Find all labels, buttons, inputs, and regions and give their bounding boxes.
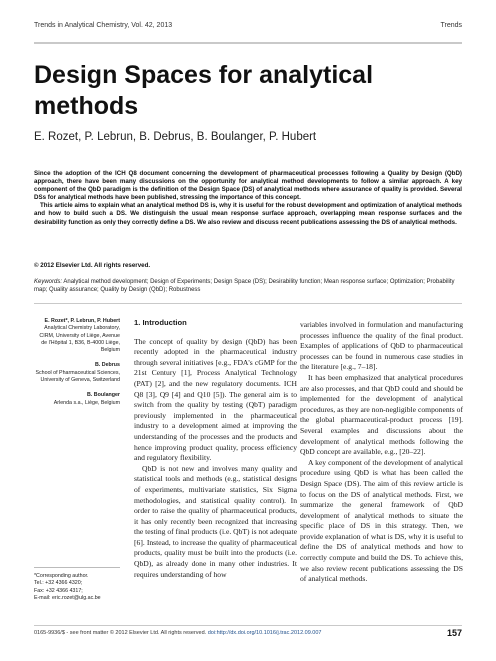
correspondence-tel: Tel.: +32 4366 4320; — [34, 580, 83, 587]
journal-name: Trends in Analytical Chemistry, Vol. 42, 2013 — [34, 22, 173, 29]
title-line-2: methods — [34, 92, 139, 120]
affiliation — [34, 318, 120, 354]
body-paragraph: QbD is not new and involves many quality and statistical tools and methods (e.g., statistical designs of experiments, multivariate statistics, Six Sigma methodologies, and statistical quality control). In order to raise the quality of pharmaceutical products, it has only recently been recognized that increasing the testing of final products (i.e. QbT) is not adequate [6]. Instead, to increase the quality of pharmaceutical products, quality must be built into the products (i.e. QbD), as already done in many other industries. It requires understanding of how — [134, 463, 298, 579]
footer-copyright: 0165-9936/$ - see front matter © 2012 Elsevier Ltd. All rights reserved. — [34, 630, 207, 636]
keywords-divider — [34, 303, 462, 304]
section-label: Trends — [440, 22, 462, 29]
keywords-text: Analytical method development; Design of Experiments; Design Space (DS); Desirability function; Mean response surface; Optimization; Probability map; Quality assurance; Quality by Design (QbD); Robustness — [34, 279, 455, 293]
author-list: E. Rozet, P. Lebrun, B. Debrus, B. Boulanger, P. Hubert — [34, 131, 317, 143]
affiliation — [34, 392, 120, 407]
title-line-1: Design Spaces for analytical — [34, 61, 374, 89]
correspondence — [34, 573, 120, 602]
body-paragraph: The concept of quality by design (QbD) has been recently adopted in the pharmaceutical industry through several initiatives [e.g., FDA's cGMP for the 21st Century [1], Process Analytical Technology (PAT) [2], and the new regulatory documents. ICH Q8 [3], Q9 [4] and Q10 [5]). The general aim is to switch from the quality by testing (QbT) paradigm previously implemented in the pharmaceutical industry to a development aimed at improving the understanding of the processes and the products and hence improving product quality, process efficiency and regulatory flexibility. — [134, 336, 297, 463]
header-divider — [34, 42, 462, 44]
abstract — [34, 170, 462, 227]
affiliation-names: B. Debrus — [94, 362, 120, 369]
affiliation-names: B. Boulanger — [87, 392, 120, 399]
body-paragraph: It has been emphasized that analytical procedures are also processes, and that QbD could and should be implemented for the development of analytical procedures, as they are non-negligible components of the global pharmaceutical-product process [19]. Several examples and discussions about the development of analytical methods following the QbD concept are available, e.g., [20–22]. — [300, 372, 463, 457]
page-number: 157 — [446, 628, 462, 638]
running-head — [34, 22, 462, 29]
abstract-copyright: © 2012 Elsevier Ltd. All rights reserved. — [34, 262, 151, 269]
footer — [34, 630, 321, 636]
correspondence-label: *Corresponding author. — [34, 573, 89, 579]
body-paragraph: variables involved in formulation and manufacturing processes influence the quality of the final product. Examples of applications of QbD to pharmaceutical processes can be found in numerous case studies in the literature [e.g., 7–18]. — [300, 320, 463, 372]
correspondence-fax: Fax: +32 4366 4317; — [34, 587, 83, 594]
doi-link[interactable]: doi:http://dx.doi.org/10.1016/j.trac.2012.09.007 — [207, 630, 322, 636]
affiliations — [34, 318, 120, 415]
footer-divider — [34, 625, 462, 626]
correspondence-email[interactable]: E-mail: eric.rozet@ulg.ac.be — [34, 594, 101, 601]
body-column-1 — [134, 318, 297, 580]
abstract-paragraph-2: This article aims to explain what an analytical method DS is, why it is useful for the robust development and optimization of analytical methods and how to build such a DS. We distinguish the usual mean response surface approach, overlapping mean response surfaces and the desirability function as only they correctly define a DS. We also review and discuss recent publications assessing the DS of analytical methods. — [34, 202, 462, 226]
abstract-paragraph-1: Since the adoption of the ICH Q8 document concerning the development of pharmaceutical processes following a Quality by Design (QbD) approach, there have been many discussions on the opportunity for analytical method developments to follow a similar approach. A key component of the QbD paradigm is the definition of the Design Space (DS) of analytical methods where assurance of quality is provided. Several DSs for analytical methods have been published, stressing the importance of this concept. — [34, 170, 462, 202]
body-paragraph: A key component of the development of analytical procedure using QbD is what has been called the Design Space (DS). The aim of this review article is to focus on the DS of analytical methods. First, we summarize the general framework of QbD development of analytical methods to situate the specific place of DS in this strategy. Then, we provide explanation of what is DS, why it is useful to define the DS of analytical methods and how to correctly compute and build the DS. To achieve this, we also review recent publications assessing the DS of analytical methods. — [300, 457, 463, 584]
affiliation-address: Arlenda s.a., Liège, Belgium — [53, 399, 120, 406]
affiliation-address: School of Pharmaceutical Sciences, University of Geneva, Switzerland — [35, 369, 120, 384]
body-column-2 — [300, 320, 463, 585]
correspondence-divider — [34, 567, 120, 568]
affiliation-address: Analytical Chemistry Laboratory, CIRM, University of Liège, Avenue de l'Hôpital 1, B36, B-4000 Liège, Belgium — [39, 325, 120, 354]
affiliation — [34, 362, 120, 384]
keywords-label: Keywords: — [34, 279, 63, 285]
keywords — [34, 278, 462, 294]
section-heading: 1. Introduction — [134, 318, 187, 327]
affiliation-names: E. Rozet*, P. Lebrun, P. Hubert — [44, 318, 120, 324]
article-title — [34, 60, 454, 122]
